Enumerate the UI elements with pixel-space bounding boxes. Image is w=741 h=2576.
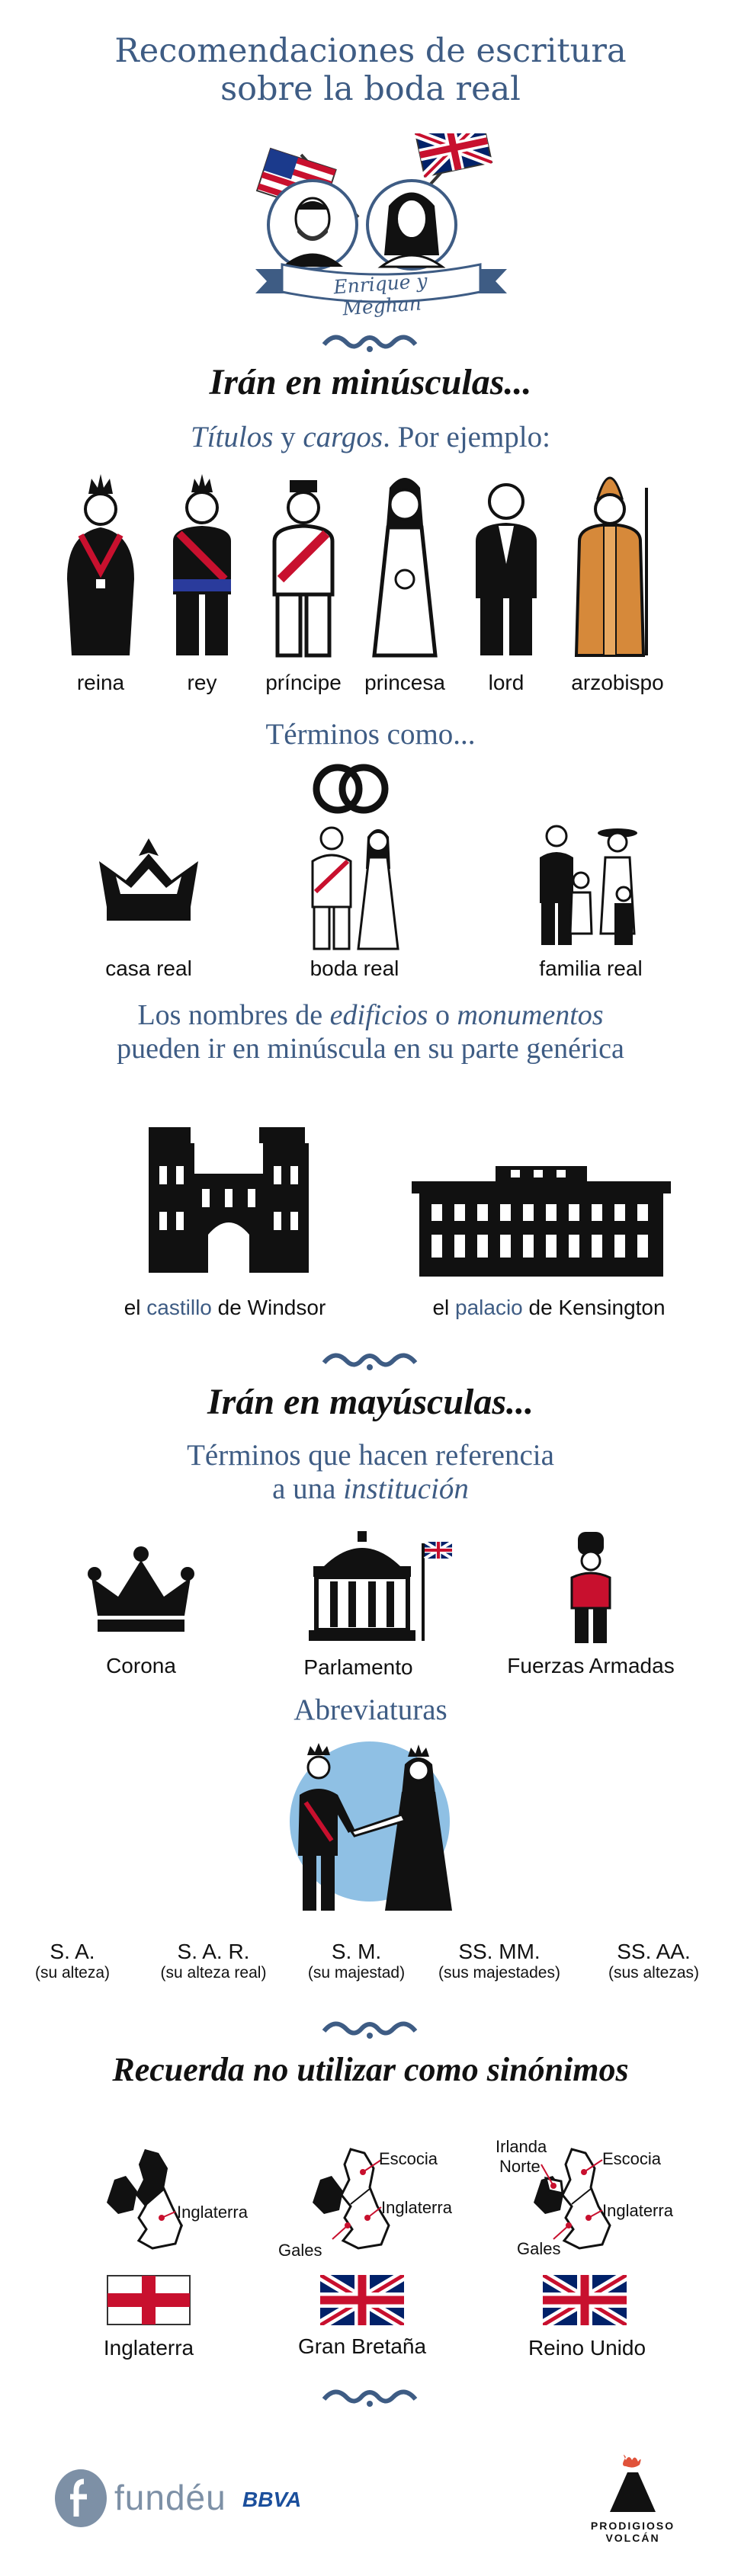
windsor-label xyxy=(84,1296,366,1320)
palace-icon xyxy=(412,1162,671,1277)
heading-minusculas: Irán en minúsculas... xyxy=(209,362,532,402)
edificios-line-2: pueden ir en minúscula en su parte genérica xyxy=(117,1033,624,1065)
fundeu-logo[interactable] xyxy=(53,2468,302,2529)
abbr-text: SS. MM. xyxy=(458,1940,541,1963)
prince-figure-icon xyxy=(274,480,332,655)
abbr-item xyxy=(419,1940,579,1982)
crown-outline-icon xyxy=(91,835,206,926)
edificios-text-a: Los nombres de xyxy=(137,999,330,1031)
volcano-icon xyxy=(606,2453,659,2514)
england-flag-icon xyxy=(107,2275,191,2325)
monumentos-word: monumentos xyxy=(457,999,604,1031)
map3-gales-label: Gales xyxy=(517,2239,561,2258)
fundeu-wordmark: fundéu xyxy=(114,2478,226,2517)
abbr-text: S. A. R. xyxy=(177,1940,250,1963)
abbr-desc: (sus altezas) xyxy=(608,1964,700,1982)
edificios-note xyxy=(0,998,741,1065)
union-jack-icon xyxy=(543,2275,627,2325)
inst-label-corona: Corona xyxy=(106,1654,176,1677)
edificios-joiner: o xyxy=(428,999,457,1031)
cargos-word: cargos xyxy=(303,421,383,453)
institucion-text: a una xyxy=(272,1472,344,1505)
map2-escocia-label: Escocia xyxy=(379,2149,438,2168)
royal-couple-illustration xyxy=(278,1741,461,1917)
people-label-principe: príncipe xyxy=(265,671,342,694)
palacio-word: palacio xyxy=(455,1296,523,1319)
castle-icon xyxy=(149,1120,309,1273)
inst-label-parlamento: Parlamento xyxy=(303,1655,413,1679)
people-label-reina: reina xyxy=(76,671,125,694)
titles-figures xyxy=(53,465,709,663)
king-figure-icon xyxy=(173,474,231,655)
abbr-item xyxy=(583,1940,724,1982)
heading-mayusculas: Irán en mayúsculas... xyxy=(207,1382,534,1422)
parliament-icon xyxy=(309,1528,454,1642)
abbr-desc: (su majestad) xyxy=(307,1964,406,1982)
map3-irlanda-label: Irlanda xyxy=(496,2137,547,2156)
kensington-label xyxy=(396,1296,701,1320)
edificios-word: edificios xyxy=(329,999,428,1031)
abbr-text: S. A. xyxy=(50,1940,95,1963)
map3-norte-label: Norte xyxy=(499,2157,541,2176)
ornament-divider xyxy=(316,329,423,355)
kensington-el: el xyxy=(432,1296,456,1319)
prodigioso-volcan-logo[interactable] xyxy=(564,2453,701,2544)
windsor-el: el xyxy=(124,1296,147,1319)
names-banner: Enrique y Meghan xyxy=(332,269,428,320)
kensington-name: de Kensington xyxy=(522,1296,666,1319)
country-label-gran-bretana: Gran Bretaña xyxy=(297,2334,427,2358)
abbr-desc: (sus majestades) xyxy=(438,1964,560,1982)
edificios-line-1 xyxy=(0,998,741,1032)
fundeu-f-icon xyxy=(53,2468,108,2529)
titulos-joiner: y xyxy=(273,421,303,453)
page-title xyxy=(0,32,741,108)
abbr-text: SS. AA. xyxy=(617,1940,691,1963)
abbr-item xyxy=(286,1940,427,1982)
inst-label-fuerzas-armadas: Fuerzas Armadas xyxy=(507,1654,675,1677)
people-label-lord: lord xyxy=(488,671,524,694)
people-label-rey: rey xyxy=(187,671,217,694)
map3-inglaterra-label: Inglaterra xyxy=(602,2201,673,2220)
termino-label-casa-real: casa real xyxy=(105,956,192,980)
people-label-princesa: princesa xyxy=(364,671,445,694)
abbr-desc: (su alteza real) xyxy=(160,1964,267,1982)
institucion-word: institución xyxy=(343,1472,469,1505)
country-label-inglaterra: Inglaterra xyxy=(103,2336,194,2360)
people-label-arzobispo: arzobispo xyxy=(571,671,664,694)
castillo-word: castillo xyxy=(146,1296,212,1319)
crown-solid-icon xyxy=(84,1543,198,1635)
map1-inglaterra-label: Inglaterra xyxy=(177,2203,248,2222)
titulos-tail: . Por ejemplo: xyxy=(383,421,550,453)
queen-figure-icon xyxy=(67,474,134,655)
union-jack-icon xyxy=(320,2275,404,2325)
uk-flag-small-icon xyxy=(425,1542,452,1559)
abreviaturas-heading: Abreviaturas xyxy=(294,1693,447,1726)
ornament-divider xyxy=(316,2016,423,2042)
family-icon xyxy=(534,819,648,949)
wedding-couple-icon xyxy=(305,815,404,953)
titulos-cargos-line xyxy=(0,421,741,454)
institucion-note xyxy=(0,1439,741,1506)
bbva-wordmark: BBVA xyxy=(242,2488,302,2511)
abbr-text: S. M. xyxy=(331,1940,382,1963)
abbr-item xyxy=(15,1940,130,1982)
abbr-item xyxy=(137,1940,290,1982)
map3-escocia-label: Escocia xyxy=(602,2149,662,2168)
institucion-line-1: Términos que hacen referencia xyxy=(187,1439,554,1472)
prodigioso-volcan-wordmark: PRODIGIOSO VOLCÁN xyxy=(590,2520,675,2544)
termino-label-familia-real: familia real xyxy=(539,956,643,980)
ornament-divider xyxy=(316,1347,423,1373)
heading-sinonimos: Recuerda no utilizar como sinónimos xyxy=(112,2051,629,2088)
title-line-1: Recomendaciones de escritura xyxy=(114,32,627,70)
ornament-divider xyxy=(316,2384,423,2410)
termino-label-boda-real: boda real xyxy=(310,956,399,980)
terminos-heading: Términos como... xyxy=(265,718,476,751)
uk-flag-icon xyxy=(415,133,492,177)
institucion-line-2 xyxy=(0,1472,741,1506)
royal-guard-icon xyxy=(564,1532,618,1646)
abbr-desc: (su alteza) xyxy=(34,1964,111,1982)
title-line-2: sobre la boda real xyxy=(220,70,521,108)
rings-icon xyxy=(309,758,393,819)
abbreviation-row xyxy=(15,1940,726,2001)
titulos-word: Títulos xyxy=(191,421,274,453)
map2-inglaterra-label: Inglaterra xyxy=(381,2198,452,2217)
windsor-name: de Windsor xyxy=(211,1296,326,1319)
map2-gales-label: Gales xyxy=(278,2241,322,2260)
country-label-reino-unido: Reino Unido xyxy=(528,2336,646,2360)
archbishop-figure-icon xyxy=(576,478,646,655)
lord-figure-icon xyxy=(476,485,537,655)
princess-figure-icon xyxy=(374,478,435,655)
